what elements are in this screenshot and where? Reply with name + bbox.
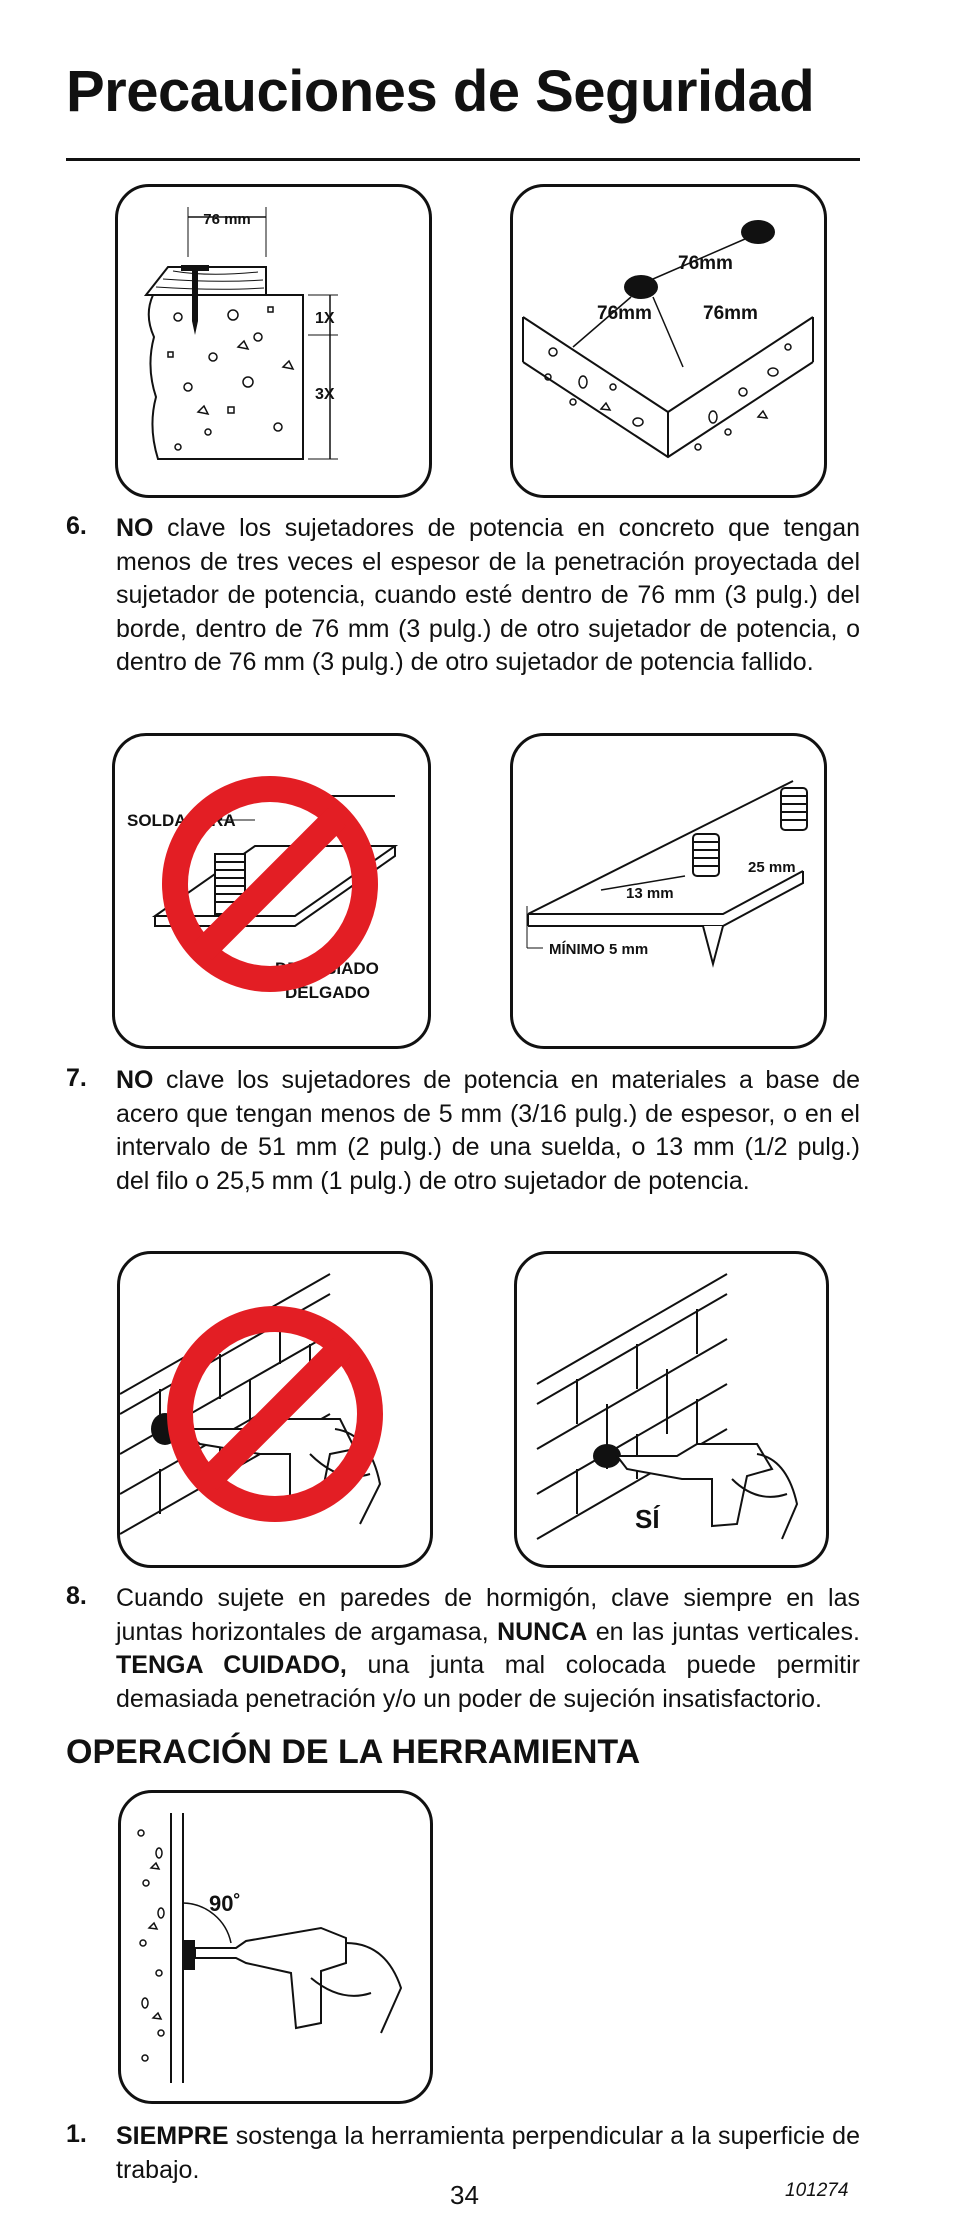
item-6-lead: NO: [116, 514, 154, 542]
item-7-lead: NO: [116, 1066, 154, 1094]
section-heading: OPERACIÓN DE LA HERRAMIENTA: [66, 1733, 641, 1771]
label-minimo: MÍNIMO 5 mm: [549, 941, 649, 958]
item-1-number: 1.: [66, 2120, 87, 2148]
item-8-bold-a: NUNCA: [497, 1617, 588, 1646]
item-8-bold-b: TENGA CUIDADO,: [116, 1651, 347, 1679]
item-1-body: sostenga la herramienta perpendicular a la superficie de trabajo.: [116, 2122, 860, 2184]
label-76mm: 76 mm: [203, 211, 251, 228]
figure-steel-distances: [510, 733, 827, 1049]
label-76mm-left: 76mm: [597, 303, 652, 324]
item-7-body: clave los sujetadores de potencia en materiales a base de acero que tengan menos de 5 mm (3/16 pulg.) de espesor, o en el intervalo de 51 mm (2 pulg.) de una suelda, o 13 mm (1/2 pulg.) del filo o 25,5 mm (1 pulg.) de otro sujetador de potencia.: [116, 1066, 860, 1195]
label-90: 90˚: [209, 1891, 241, 1916]
title-rule: [66, 158, 860, 161]
figure-steel-prohibited: [112, 733, 431, 1049]
figure-brick-prohibited: [117, 1251, 433, 1568]
prohibited-sign-icon: [180, 1319, 370, 1509]
figure-tool-perpendicular: [118, 1790, 433, 2104]
item-8-number: 8.: [66, 1582, 87, 1610]
item-8-text: [116, 1582, 860, 1716]
doc-number: 101274: [785, 2180, 849, 2201]
label-25mm: 25 mm: [748, 859, 796, 876]
item-6-text: [116, 512, 860, 680]
label-3x: 3X: [315, 386, 335, 403]
item-7-text: [116, 1064, 860, 1198]
page-title: Precauciones de Seguridad: [66, 59, 815, 124]
item-6-body: clave los sujetadores de potencia en concreto que tengan menos de tres veces el espesor de la penetración proyectada del sujetador de potencia, cuando esté dentro de 76 mm (3 pulg.) del borde, dentro de 76 mm (3 pulg.) de otro sujetador de potencia, o dentro de 76 mm (3 pulg.) de otro sujetador de potencia fallido.: [116, 514, 860, 676]
figure-brick-correct: [514, 1251, 829, 1568]
page-number: 34: [450, 2180, 479, 2210]
label-1x: 1X: [315, 310, 335, 327]
label-demasiado: DEMASIADO: [275, 959, 379, 978]
label-13mm: 13 mm: [626, 885, 674, 902]
label-76mm-right: 76mm: [703, 303, 758, 324]
label-delgado: DELGADO: [285, 983, 370, 1002]
label-soldadura: SOLDADURA: [127, 811, 236, 830]
label-si: SÍ: [635, 1504, 660, 1534]
figure-concrete-thickness: [115, 184, 432, 498]
item-6-number: 6.: [66, 512, 87, 540]
item-1-text: [116, 2120, 860, 2187]
item-8-body-b: en las juntas verticales.: [587, 1617, 860, 1646]
figure-fastener-spacing: [510, 184, 827, 498]
label-76mm-top: 76mm: [678, 253, 733, 274]
item-8-body-a: Cuando sujete en paredes de hormigón, clave siempre en las juntas horizontales de argamasa,: [116, 1584, 860, 1646]
item-1-lead: SIEMPRE: [116, 2122, 229, 2150]
item-8-body-c: una junta mal colocada puede permitir demasiada penetración y/o un poder de sujeción insatisfactorio.: [116, 1651, 860, 1713]
item-7-number: 7.: [66, 1064, 87, 1092]
